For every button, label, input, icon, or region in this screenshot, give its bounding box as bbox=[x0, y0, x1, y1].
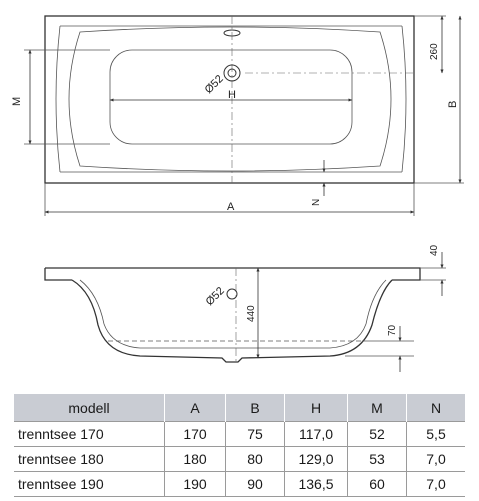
cell-modell: trenntsee 180 bbox=[14, 447, 165, 472]
table-header bbox=[14, 394, 465, 422]
cell-N: 7,0 bbox=[407, 472, 466, 497]
cell-A: 190 bbox=[165, 472, 226, 497]
cell-B: 80 bbox=[226, 447, 285, 472]
tub-inner-wall bbox=[80, 280, 386, 348]
cell-H: 136,5 bbox=[285, 472, 348, 497]
dim-A-label: A bbox=[227, 201, 235, 213]
col-M: M bbox=[348, 394, 407, 422]
cell-modell: trenntsee 170 bbox=[14, 422, 165, 447]
cell-A: 180 bbox=[165, 447, 226, 472]
cell-M: 60 bbox=[348, 472, 407, 497]
dim-H-label: H bbox=[228, 89, 236, 101]
cell-N: 7,0 bbox=[407, 447, 466, 472]
side-view bbox=[45, 244, 446, 372]
side-overflow-label: Ø52 bbox=[203, 284, 227, 309]
cell-M: 52 bbox=[348, 422, 407, 447]
col-N: N bbox=[407, 394, 466, 422]
col-modell: modell bbox=[14, 394, 165, 422]
cell-M: 53 bbox=[348, 447, 407, 472]
tub-rim bbox=[45, 268, 420, 280]
table-row bbox=[14, 472, 465, 497]
table-row bbox=[14, 447, 465, 472]
drain-diameter-label: Ø52 bbox=[202, 72, 226, 97]
cell-N: 5,5 bbox=[407, 422, 466, 447]
dim-260-label: 260 bbox=[429, 43, 440, 60]
dim-440-label: 440 bbox=[246, 305, 257, 322]
dim-M-label: M bbox=[11, 96, 23, 106]
spec-table bbox=[14, 394, 465, 497]
col-H: H bbox=[285, 394, 348, 422]
dim-B-label: B bbox=[447, 100, 459, 108]
col-B: B bbox=[226, 394, 285, 422]
cell-A: 170 bbox=[165, 422, 226, 447]
cell-B: 90 bbox=[226, 472, 285, 497]
table-row bbox=[14, 422, 465, 447]
dim-N-label: N bbox=[311, 198, 322, 206]
col-A: A bbox=[165, 394, 226, 422]
cell-H: 117,0 bbox=[285, 422, 348, 447]
cell-H: 129,0 bbox=[285, 447, 348, 472]
cell-modell: trenntsee 190 bbox=[14, 472, 165, 497]
dim-40-label: 40 bbox=[429, 244, 440, 256]
tub-body bbox=[72, 280, 392, 362]
side-overflow bbox=[227, 289, 237, 299]
dim-70-label: 70 bbox=[387, 324, 398, 336]
top-view bbox=[11, 16, 464, 216]
cell-B: 75 bbox=[226, 422, 285, 447]
